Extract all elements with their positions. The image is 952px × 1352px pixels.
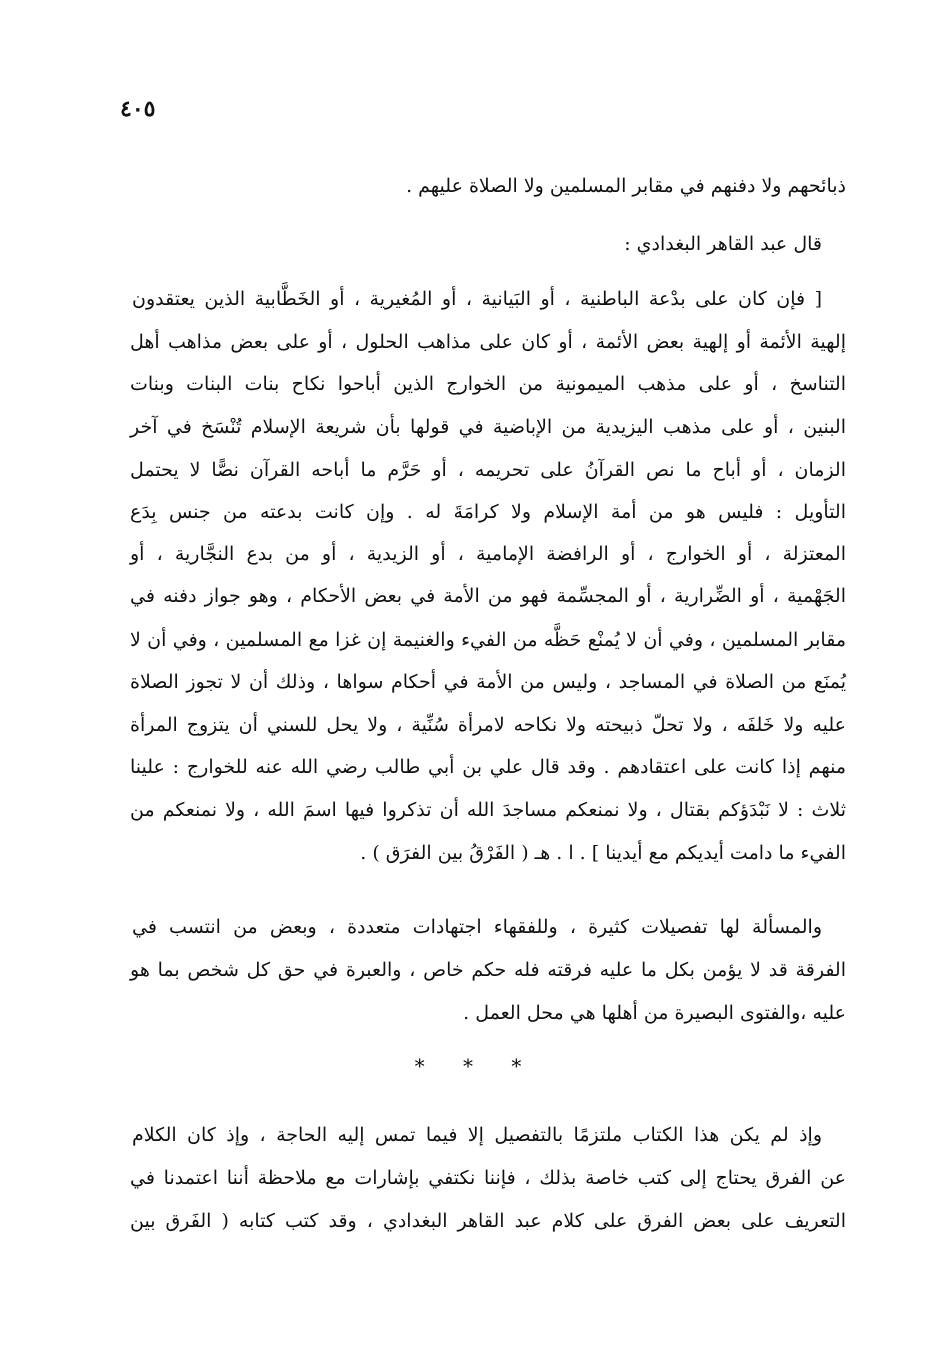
- intro-line: ذبائحهم ولا دفنهم في مقابر المسلمين ولا الصلاة عليهم .: [406, 175, 846, 197]
- note-line: الفرقة قد لا يؤمن بكل ما عليه فرقته فله حكم خاص ، والعبرة في حق كل شخص بما هو: [130, 959, 846, 981]
- quote-line: منهم إذا كانت على اعتقادهم . وقد قال علي بن أبي طالب رضي الله عنه للخوارج : علينا: [130, 756, 846, 778]
- quote-line: التأويل : فليس هو من أمة الإسلام ولا كرامَةَ له . وإن كانت بدعته من جنس بِدَع: [130, 501, 846, 523]
- page-number: ٤٠٥: [120, 96, 156, 122]
- quote-line: التناسخ ، أو على مذهب الميمونية من الخوارج الذين أباحوا نكاح بنات البنات وبنات: [130, 373, 846, 395]
- quote-line: إلهية الأئمة أو إلهية بعض الأئمة ، أو كان على مذاهب الحلول ، أو على بعض مذاهب أهل: [130, 331, 846, 353]
- quote-line: الزمان ، أو أباح ما نص القرآنُ على تحريمه ، أو حَرَّم ما أباحه القرآن نصًّا لا يحتمل: [130, 459, 846, 481]
- quote-line: مقابر المسلمين ، وفي أن لا يُمنْع حَظَّه من الفيء والغنيمة إن غزا مع المسلمين ، وفي أن لا: [130, 629, 846, 651]
- note-line: عليه ،والفتوى البصيرة من أهلها هي محل العمل .: [463, 1002, 846, 1024]
- quote-line: يُمنَع من الصلاة في المساجد ، وليس من الأمة في أحكام سواها ، وذلك أن لا تجوز الصلاة: [130, 671, 846, 693]
- quote-line: المعتزلة ، أو الخوارج ، أو الرافضة الإمامية ، أو الزيدية ، أو من بدع النجَّارية ، أو: [130, 543, 846, 565]
- closing-line: التعريف على بعض الفرق على كلام عبد القاهر البغدادي ، وقد كتب كتابه ( الفَرق بين: [130, 1210, 846, 1232]
- quote-line: الفيء ما دامت أيديكم مع أيدينا ] . ا . هـ ( الفَرْقُ بين الفرَق ) .: [360, 842, 846, 864]
- note-line: والمسألة لها تفصيلات كثيرة ، وللفقهاء اجتهادات متعددة ، وبعض من انتسب في: [132, 916, 822, 938]
- speaker-line: قال عبد القاهر البغدادي :: [624, 233, 822, 255]
- quote-line: ثلاث : لا نَبْدَؤكم بقتال ، ولا نمنعكم مساجدَ الله أن تذكروا فيها اسمَ الله ، ولا نمنعكم من: [130, 799, 846, 821]
- quote-line: عليه ولا خَلفَه ، ولا تحلّ ذبيحته ولا نكاحه لامرأة سُنِّية ، ولا يحل للسني أن يتزوج المرأة: [130, 714, 846, 736]
- closing-line: عن الفرق يحتاج إلى كتب خاصة بذلك ، فإننا نكتفي بإشارات مع ملاحظة أننا اعتمدنا في: [130, 1167, 846, 1189]
- section-separator: * * *: [414, 1054, 538, 1078]
- quote-line: البنين ، أو على مذهب اليزيدية من الإباضية في قولها بأن شريعة الإسلام تُنْسَخ في آخر: [130, 416, 846, 438]
- closing-line: وإذ لم يكن هذا الكتاب ملتزمًا بالتفصيل إلا فيما تمس إليه الحاجة ، وإذ كان الكلام: [132, 1124, 823, 1146]
- quote-line: [ فإن كان على بدْعة الباطنية ، أو البَيانية ، أو المُغيرية ، أو الخَطَّابية الذين يعتقدون: [132, 288, 822, 310]
- quote-line: الجَهْمية ، أو الضِّرارية ، أو المجسِّمة فهو من الأمة في بعض الأحكام ، وهو جواز دفنه في: [130, 585, 846, 607]
